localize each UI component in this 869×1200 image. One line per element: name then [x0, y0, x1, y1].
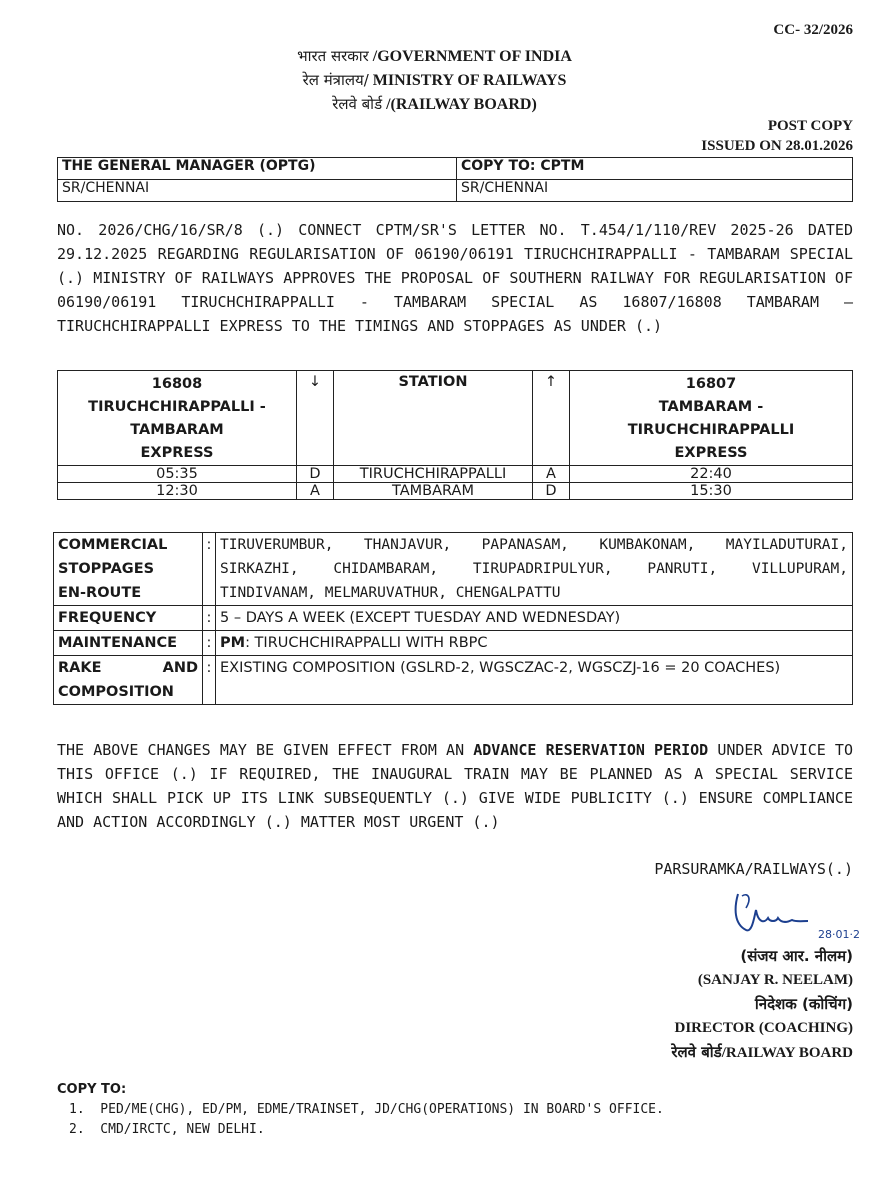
- closing-text-2: UNDER ADVICE TO THIS OFFICE (.) IF REQUIRED, THE INAUGURAL TRAIN MAY BE PLANNED AS A SPECIAL SERVICE WHICH SHALL PICK UP ITS LINK SUBSEQUENTLY (.) GIVE WIDE PUBLICITY (.) ENSURE COMPLIANCE AND ACTION ACCORDINGLY (.) MATTER MOST URGENT (.): [57, 741, 853, 831]
- table-row: [58, 483, 853, 500]
- arrival-time-cell: 12:30: [58, 483, 297, 500]
- stoppages-label-line2: STOPPAGES: [58, 561, 155, 577]
- post-copy-block: [701, 116, 853, 156]
- timetable: [57, 370, 853, 500]
- header-line-board: [0, 94, 869, 114]
- stoppages-value: TIRUVERUMBUR, THANJAVUR, PAPANASAM, KUMBAKONAM, MAYILADUTURAI, SIRKAZHI, CHIDAMBARAM, TIRUPADRIPULYUR, PANRUTI, VILLUPURAM, TINDIVANAM, MELMARUVATHUR, CHENGALPATTU: [216, 533, 853, 606]
- train-16807-number: 16807: [685, 376, 737, 392]
- copy-to-block: [57, 1080, 664, 1140]
- train-16807-name-line1: TAMBARAM -: [658, 399, 764, 415]
- colon-separator: :: [203, 631, 216, 656]
- rake-label-line1: [58, 656, 198, 680]
- flag-cell: D: [297, 466, 334, 483]
- post-copy-label: POST COPY: [767, 118, 853, 134]
- train-16808-header: [58, 371, 297, 466]
- header-hindi-ministry: रेल मंत्रालय/: [302, 71, 369, 89]
- rake-label-line2: COMPOSITION: [58, 684, 174, 700]
- details-table: [53, 532, 853, 705]
- office-line: [671, 1040, 853, 1065]
- issued-on-date: ISSUED ON 28.01.2026: [701, 138, 853, 154]
- train-16808-number: 16808: [151, 376, 203, 392]
- station-cell: TIRUCHCHIRAPPALLI: [334, 466, 533, 483]
- station-header: STATION: [334, 371, 533, 466]
- down-arrow-icon: ↓: [297, 371, 334, 466]
- addressee-value: SR/CHENNAI: [58, 180, 457, 202]
- list-item: 1. PED/ME(CHG), ED/PM, EDME/TRAINSET, JD/CHG(OPERATIONS) IN BOARD'S OFFICE.: [69, 1102, 664, 1117]
- signatory-name-hindi: (संजय आर. नीलम): [740, 947, 853, 965]
- copy-to-label: COPY TO: CPTM: [457, 158, 853, 180]
- maintenance-label: MAINTENANCE: [54, 631, 203, 656]
- designation-hindi: निदेशक (कोचिंग): [754, 995, 853, 1013]
- office-english: /RAILWAY BOARD: [721, 1045, 853, 1061]
- train-16807-name-line3: EXPRESS: [674, 445, 748, 461]
- header-english-ministry: MINISTRY OF RAILWAYS: [372, 72, 567, 89]
- colon-separator: :: [203, 533, 216, 606]
- signature-block: [671, 944, 853, 1065]
- header-hindi-government: भारत सरकार: [297, 47, 369, 65]
- rake-label: [54, 656, 203, 705]
- reference-number: CC- 32/2026: [773, 22, 853, 38]
- parsuramka-line: PARSURAMKA/RAILWAYS(.): [654, 860, 853, 878]
- flag-cell: A: [297, 483, 334, 500]
- body-paragraph: NO. 2026/CHG/16/SR/8 (.) CONNECT CPTM/SR'S LETTER NO. T.454/1/110/REV 2025-26 DATED 29.12.2025 REGARDING REGULARISATION OF 06190/06191 TIRUCHCHIRAPPALLI - TAMBARAM SPECIAL (.) MINISTRY OF RAILWAYS APPROVES THE PROPOSAL OF SOUTHERN RAILWAY FOR REGULARISATION OF 06190/06191 TIRUCHCHIRAPPALLI - TAMBARAM SPECIAL AS 16807/16808 TAMBARAM – TIRUCHCHIRAPPALLI EXPRESS TO THE TIMINGS AND STOPPAGES AS UNDER (.): [57, 221, 853, 335]
- maintenance-value: [216, 631, 853, 656]
- train-16807-header: [570, 371, 853, 466]
- departure-time-cell: 05:35: [58, 466, 297, 483]
- header-english-government: /GOVERNMENT OF INDIA: [372, 48, 572, 65]
- train-16807-name-line2: TIRUCHCHIRAPPALLI: [627, 422, 795, 438]
- train-16808-name-line2: TAMBARAM: [130, 422, 224, 438]
- table-row: [58, 466, 853, 483]
- signatory-name-english: (SANJAY R. NEELAM): [697, 972, 853, 988]
- header-line-ministry: [0, 70, 869, 90]
- rake-value: EXISTING COMPOSITION (GSLRD-2, WGSCZAC-2, WGSCZJ-16 = 20 COACHES): [216, 656, 853, 705]
- frequency-value: 5 – DAYS A WEEK (EXCEPT TUESDAY AND WEDNESDAY): [216, 606, 853, 631]
- rake-label-rake: RAKE: [58, 660, 102, 676]
- header-line-government: [0, 46, 869, 66]
- flag-cell: D: [533, 483, 570, 500]
- header-english-board: /(RAILWAY BOARD): [386, 96, 537, 113]
- stoppages-label-line3: EN-ROUTE: [58, 585, 142, 601]
- stoppages-label-line1: COMMERCIAL: [58, 537, 168, 553]
- up-arrow-icon: ↑: [533, 371, 570, 466]
- closing-bold-advance-reservation: ADVANCE RESERVATION PERIOD: [473, 741, 709, 759]
- train-16808-name-line3: EXPRESS: [140, 445, 214, 461]
- train-16808-name-line1: TIRUCHCHIRAPPALLI -: [88, 399, 266, 415]
- address-table: [57, 157, 853, 202]
- maintenance-depot: : TIRUCHCHIRAPPALLI WITH RBPC: [245, 635, 488, 651]
- list-item: 2. CMD/IRCTC, NEW DELHI.: [69, 1122, 265, 1137]
- office-hindi: रेलवे बोर्ड: [671, 1043, 722, 1061]
- maintenance-pm: PM: [220, 635, 246, 651]
- station-cell: TAMBARAM: [334, 483, 533, 500]
- copy-to-value: SR/CHENNAI: [457, 180, 853, 202]
- flag-cell: A: [533, 466, 570, 483]
- addressee-label: THE GENERAL MANAGER (OPTG): [58, 158, 457, 180]
- colon-separator: :: [203, 656, 216, 705]
- designation-english: DIRECTOR (COACHING): [674, 1020, 853, 1036]
- signature-date: 28·01·2: [818, 928, 860, 941]
- copy-to-heading: COPY TO:: [57, 1082, 127, 1097]
- closing-paragraph: [57, 738, 853, 834]
- arrival-time-cell: 22:40: [570, 466, 853, 483]
- frequency-label: FREQUENCY: [54, 606, 203, 631]
- stoppages-label: [54, 533, 203, 606]
- departure-time-cell: 15:30: [570, 483, 853, 500]
- colon-separator: :: [203, 606, 216, 631]
- rake-label-and: AND: [162, 660, 198, 676]
- header-hindi-board: रेलवे बोर्ड: [332, 95, 383, 113]
- closing-text-1: THE ABOVE CHANGES MAY BE GIVEN EFFECT FROM AN: [57, 741, 474, 759]
- signature-scribble: [712, 888, 862, 948]
